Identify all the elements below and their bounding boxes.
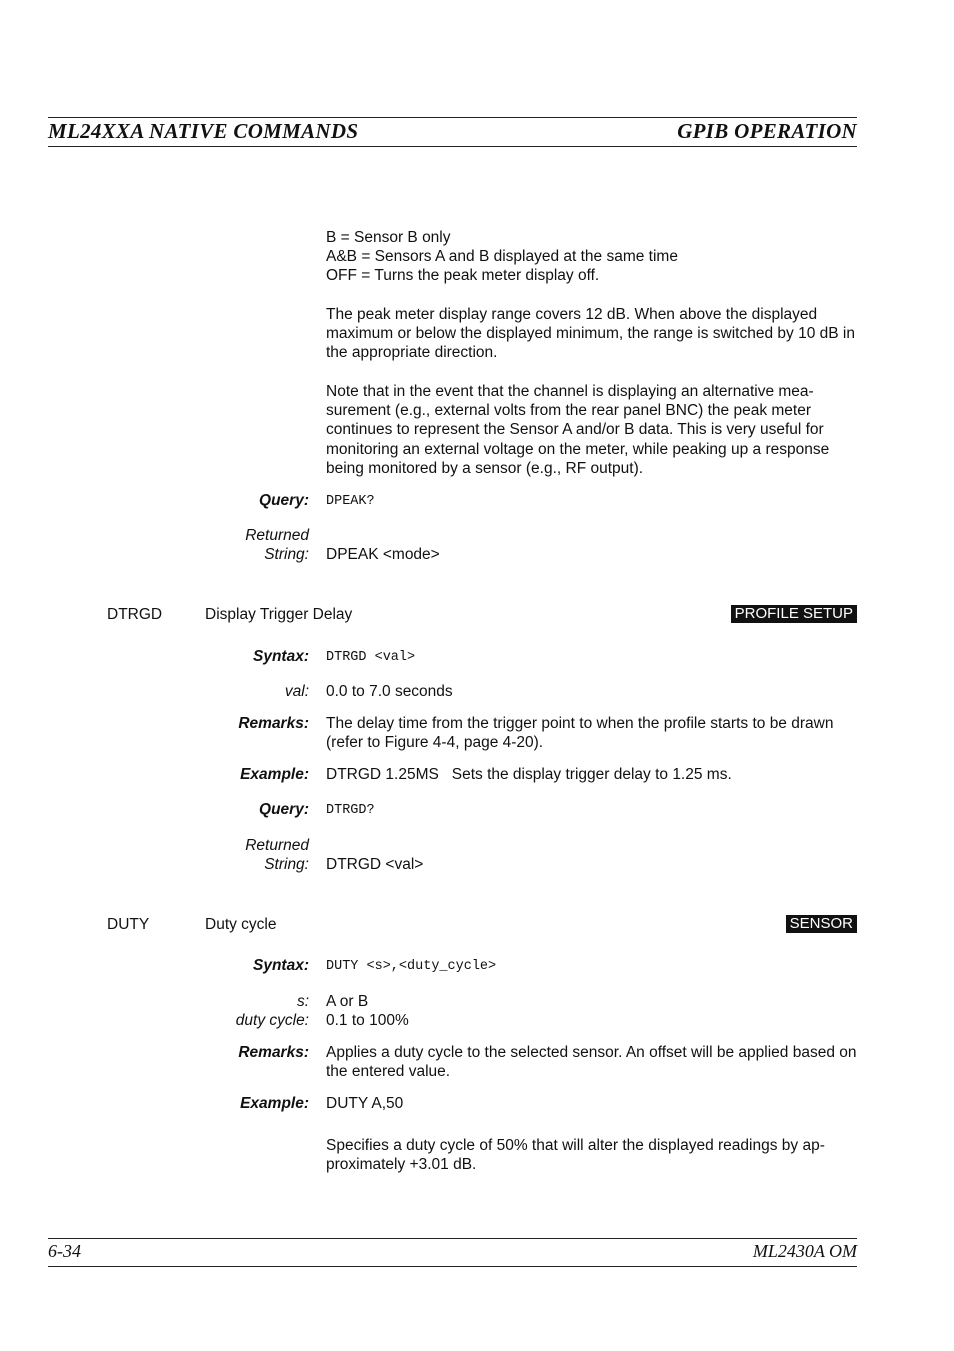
duty-category-badge: SENSOR xyxy=(786,915,857,933)
footer-bottom-rule xyxy=(48,1266,857,1267)
duty-command-name: DUTY xyxy=(107,916,150,933)
header-right-title: GPIB OPERATION xyxy=(677,119,857,143)
duty-syntax-label: Syntax: xyxy=(253,957,309,974)
duty-s-label: s: xyxy=(296,993,309,1010)
duty-example: DUTY A,50 xyxy=(326,1095,404,1112)
duty-syntax: DUTY <s>,<duty_cycle> xyxy=(326,959,497,974)
dpeak-returned-label-1: Returned xyxy=(245,527,309,544)
duty-cycle: 0.1 to 100% xyxy=(326,1012,409,1029)
duty-command-title: Duty cycle xyxy=(205,916,277,933)
footer-top-rule xyxy=(48,1238,857,1239)
dtrgd-returned-label-2: String: xyxy=(264,856,309,873)
dtrgd-example: DTRGD 1.25MS Sets the display trigger delay to 1.25 ms. xyxy=(326,766,732,783)
duty-example-note: Specifies a duty cycle of 50% that will alter the displayed readings by ap-proximately +3.01 dB. xyxy=(326,1137,825,1174)
dtrgd-syntax: DTRGD <val> xyxy=(326,650,416,665)
duty-remarks-label: Remarks: xyxy=(238,1044,309,1061)
dtrgd-remarks: The delay time from the trigger point to when the profile starts to be drawn (refer to Figure 4-4, page 4-20). xyxy=(326,715,834,752)
dpeak-returned: DPEAK <mode> xyxy=(326,546,440,563)
duty-s: A or B xyxy=(326,993,369,1010)
header-top-rule xyxy=(48,117,857,118)
duty-cycle-label: duty cycle: xyxy=(235,1012,309,1029)
footer-page-number: 6-34 xyxy=(48,1241,81,1261)
dtrgd-query: DTRGD? xyxy=(326,803,375,818)
dtrgd-returned-label-1: Returned xyxy=(245,837,309,854)
dpeak-query-label: Query: xyxy=(259,492,309,509)
dtrgd-remarks-label: Remarks: xyxy=(238,715,309,732)
header-left-title: ML24XXA NATIVE COMMANDS xyxy=(48,119,359,143)
duty-remarks: Applies a duty cycle to the selected sensor. An offset will be applied based on the entered value. xyxy=(326,1044,857,1081)
mode-b: B = Sensor B only xyxy=(326,229,451,246)
dpeak-range-paragraph: The peak meter display range covers 12 dB. When above the displayed maximum or below the displayed minimum, the range is switched by 10 dB in the appropriate direction. xyxy=(326,306,855,362)
dtrgd-command-name: DTRGD xyxy=(107,606,163,623)
dtrgd-returned: DTRGD <val> xyxy=(326,856,424,873)
dtrgd-val-label: val: xyxy=(284,683,309,700)
mode-off: OFF = Turns the peak meter display off. xyxy=(326,267,600,285)
dpeak-returned-label-2: String: xyxy=(264,546,309,563)
dtrgd-category-badge: PROFILE SETUP xyxy=(731,605,857,623)
dtrgd-example-label: Example: xyxy=(240,766,309,783)
dpeak-modes xyxy=(326,228,857,286)
duty-example-label: Example: xyxy=(240,1095,309,1112)
mode-ab: A&B = Sensors A and B displayed at the same time xyxy=(326,248,678,266)
dtrgd-command-title: Display Trigger Delay xyxy=(205,606,353,623)
dtrgd-query-label: Query: xyxy=(259,801,309,818)
header-bottom-rule xyxy=(48,146,857,147)
dtrgd-syntax-label: Syntax: xyxy=(253,648,309,665)
footer-manual-title: ML2430A OM xyxy=(752,1241,857,1261)
dtrgd-val: 0.0 to 7.0 seconds xyxy=(326,683,453,700)
dpeak-query: DPEAK? xyxy=(326,494,375,509)
dpeak-note-paragraph: Note that in the event that the channel is displaying an alternative mea-surement (e.g., external volts from the rear panel BNC) the peak meter continues to represent the Sensor A and/or B data. This is very useful for monitoring an external voltage on the meter, while peaking up a response being monitored by a sensor (e.g., RF output). xyxy=(326,383,830,477)
